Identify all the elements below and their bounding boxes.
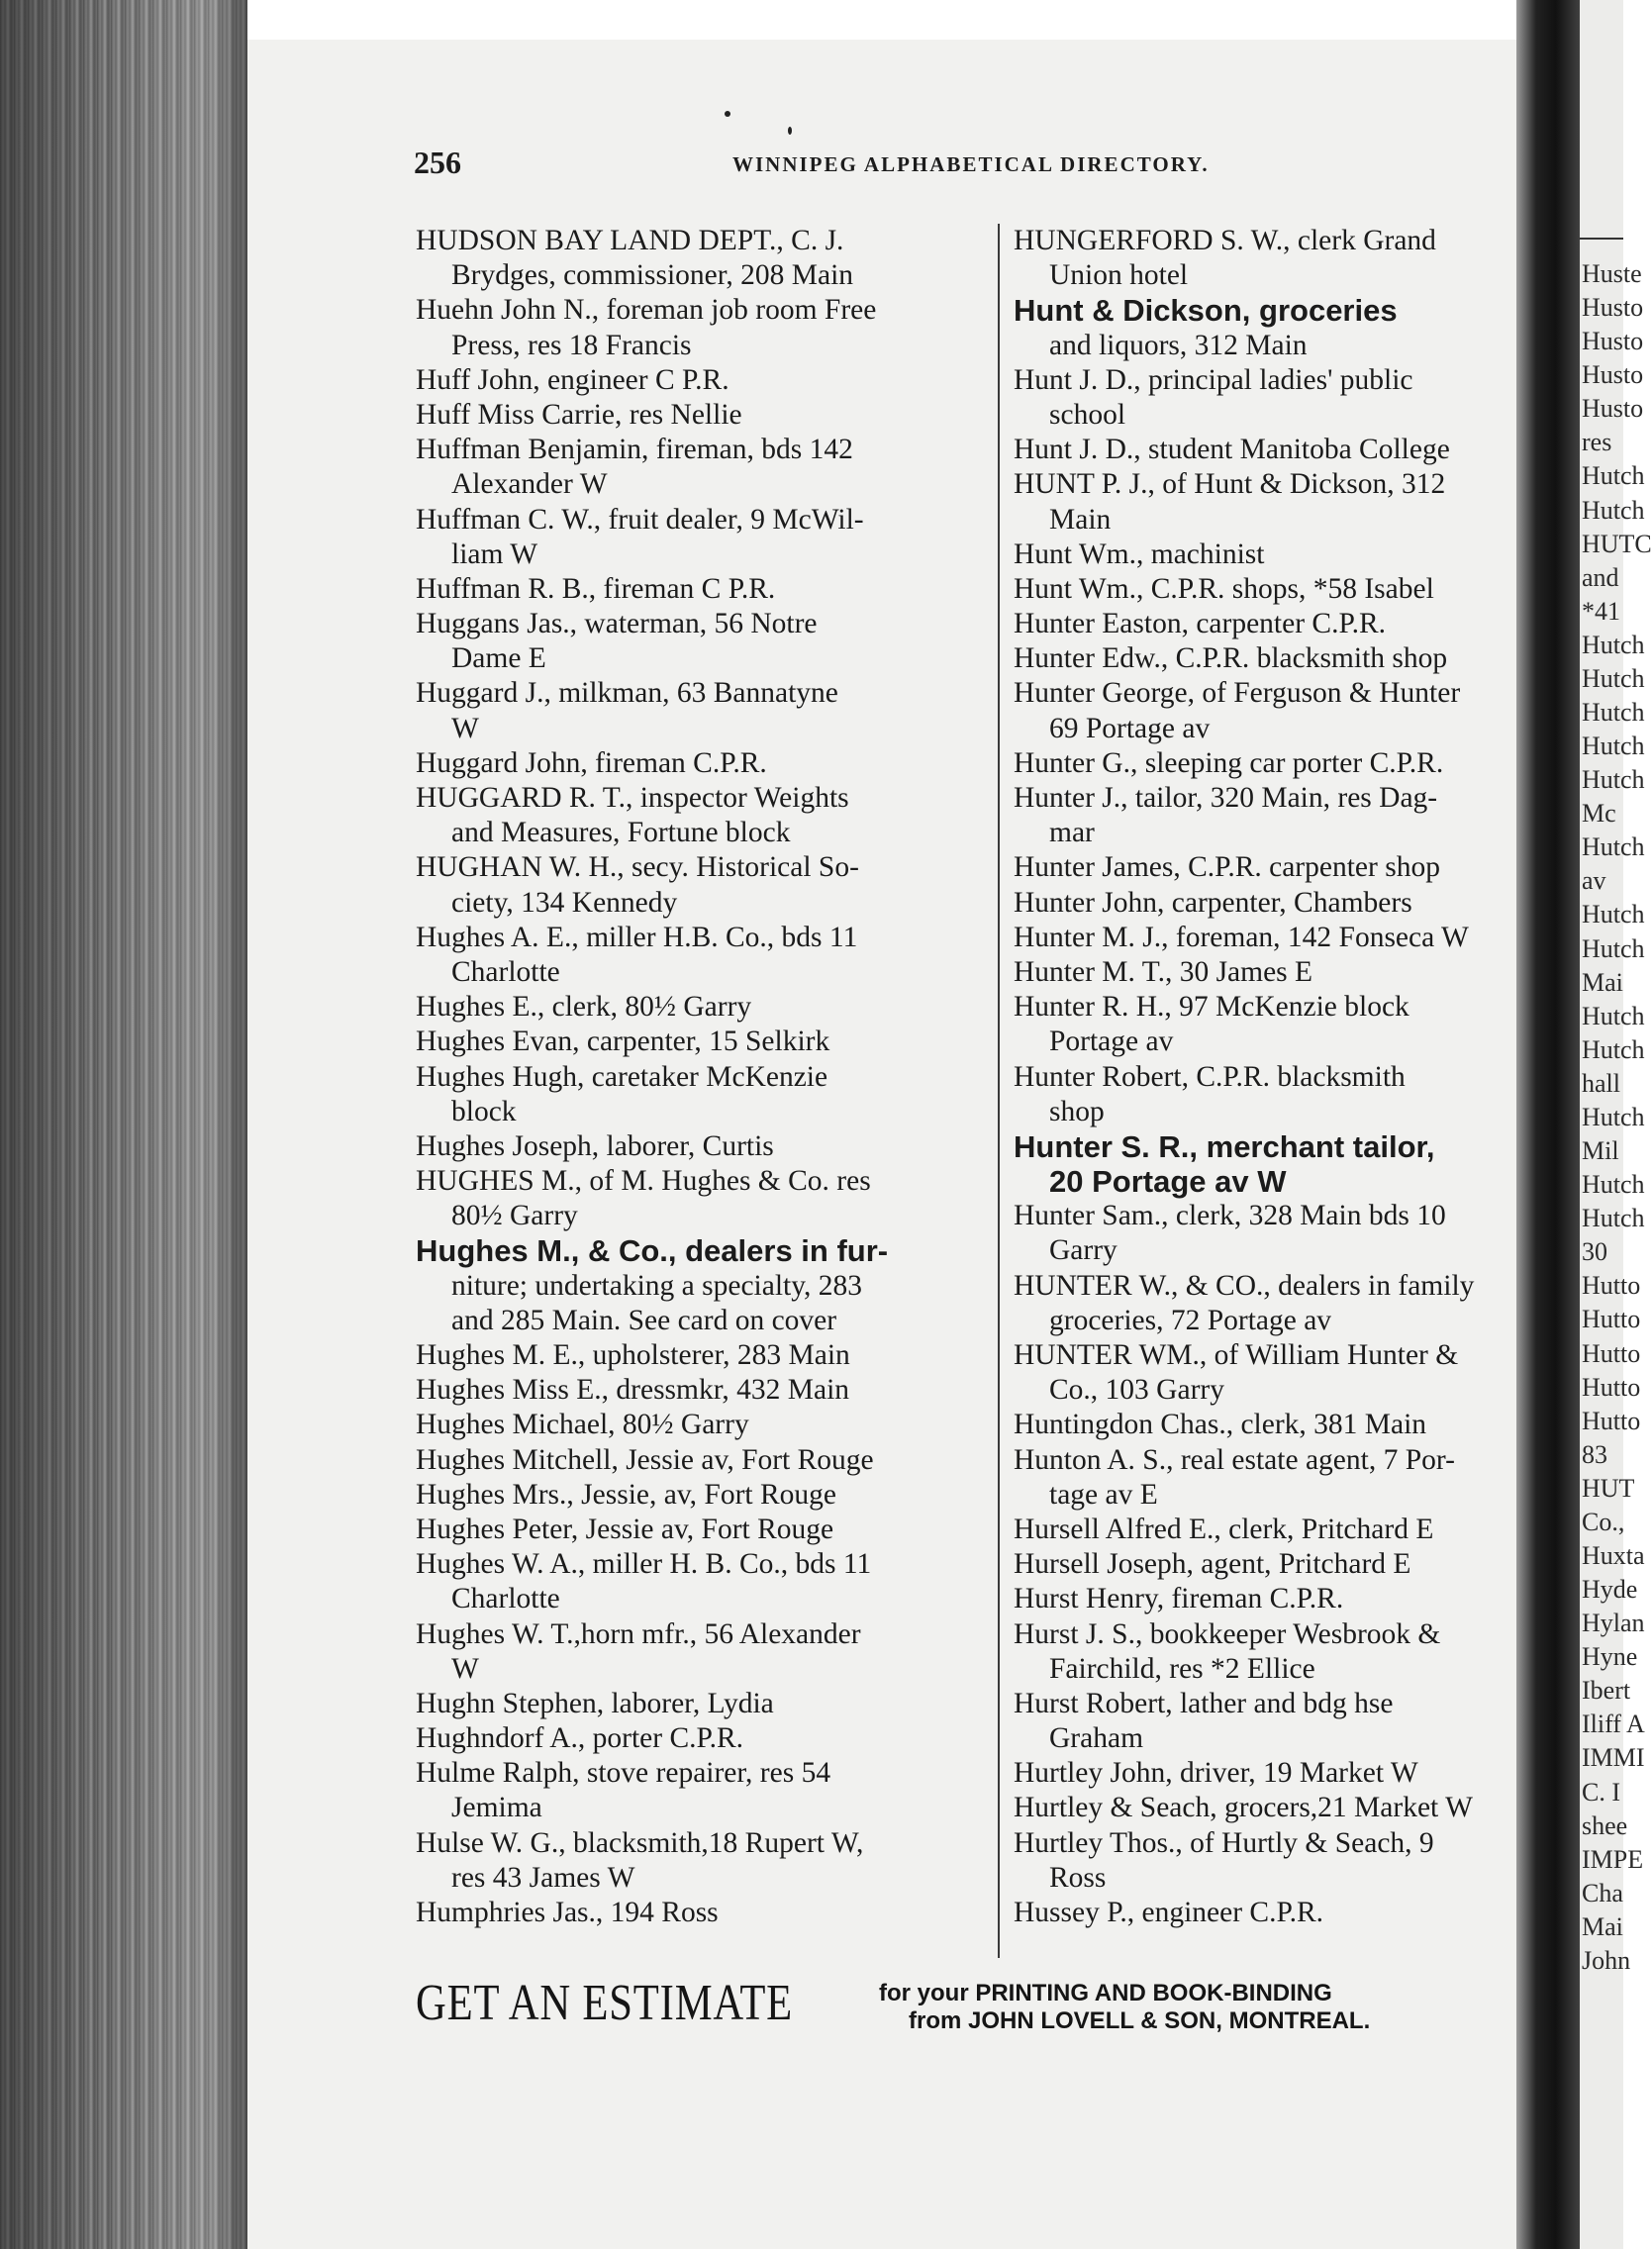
facing-page-text: Hyne	[1582, 1642, 1638, 1672]
facing-page-text: Hutch	[1582, 461, 1645, 491]
directory-entry-line: Garry	[1049, 1234, 1118, 1267]
facing-page-text: Husto	[1582, 360, 1644, 390]
footer-tagline-line-1: for your PRINTING AND BOOK-BINDING	[879, 1980, 1332, 2006]
directory-entry-line: Hurtley Thos., of Hurtly & Seach, 9	[1014, 1826, 1434, 1859]
directory-entry-line: Hughes Hugh, caretaker McKenzie	[416, 1060, 828, 1093]
facing-page-text: Hyde	[1582, 1575, 1638, 1605]
directory-entry-line: Hussey P., engineer C.P.R.	[1014, 1897, 1324, 1928]
facing-page-text: HUT	[1582, 1473, 1635, 1503]
facing-page-text: C. I	[1582, 1777, 1620, 1807]
directory-entry-line: HUDSON BAY LAND DEPT., C. J.	[416, 225, 844, 256]
facing-page-text: IMPE	[1582, 1844, 1644, 1874]
directory-entry-line: Hunter R. H., 97 McKenzie block	[1014, 991, 1409, 1024]
facing-page-text: Mil	[1582, 1136, 1619, 1166]
directory-entry-line: Huffman Benjamin, fireman, bds 142	[416, 434, 853, 466]
facing-page-text: 83	[1582, 1439, 1607, 1469]
facing-page-text: shee	[1582, 1810, 1628, 1840]
directory-entry-line: Hughn Stephen, laborer, Lydia	[416, 1687, 774, 1719]
facing-page-text: Hutch	[1582, 765, 1645, 795]
directory-entry-line: Alexander W	[451, 468, 608, 501]
directory-entry-line: groceries, 72 Portage av	[1049, 1304, 1332, 1336]
directory-entry-line: Hunter Edw., C.P.R. blacksmith shop	[1014, 642, 1448, 675]
directory-entry-line: HUNT P. J., of Hunt & Dickson, 312	[1014, 468, 1446, 501]
directory-entry-line: res 43 James W	[451, 1861, 635, 1894]
directory-entry-line: Hunton A. S., real estate agent, 7 Por-	[1014, 1443, 1455, 1476]
footer-headline: GET AN ESTIMATE	[416, 1975, 794, 2031]
directory-entry-line: Graham	[1049, 1722, 1144, 1755]
facing-page-text: HUTC	[1582, 529, 1652, 558]
directory-entry-line: HUGGARD R. T., inspector Weights	[416, 782, 849, 814]
directory-entry-line: Hughes Joseph, laborer, Curtis	[416, 1129, 774, 1162]
directory-entry-line: Hughes Evan, carpenter, 15 Selkirk	[416, 1026, 830, 1058]
directory-entry-line: niture; undertaking a specialty, 283	[451, 1269, 863, 1302]
directory-entry-line: Press, res 18 Francis	[451, 329, 692, 361]
directory-entry-line: Humphries Jas., 194 Ross	[416, 1897, 719, 1928]
facing-page-text: Cha	[1582, 1878, 1623, 1907]
directory-entry-line: Hunter Sam., clerk, 328 Main bds 10	[1014, 1200, 1446, 1232]
facing-page-text: av	[1582, 866, 1606, 896]
directory-entry-line: and 285 Main. See card on cover	[451, 1304, 837, 1336]
directory-entry-line: Hughes M. E., upholsterer, 283 Main	[416, 1339, 850, 1371]
directory-entry-line: Hunter George, of Ferguson & Hunter	[1014, 677, 1461, 710]
facing-page-rule	[1580, 238, 1623, 240]
directory-entry-line: Hunter G., sleeping car porter C.P.R.	[1014, 746, 1444, 779]
directory-entry-line: Hunt Wm., C.P.R. shops, *58 Isabel	[1014, 572, 1434, 605]
footer-tagline	[879, 1980, 1370, 2035]
page-header	[414, 145, 1512, 184]
directory-entry-line: W	[451, 1652, 479, 1685]
directory-entry-line: Hunter Robert, C.P.R. blacksmith	[1014, 1060, 1406, 1093]
directory-entry-line: Hunter James, C.P.R. carpenter shop	[1014, 851, 1440, 884]
facing-page-text: Hutch	[1582, 900, 1645, 929]
directory-entry-line: HUGHES M., of M. Hughes & Co. res	[416, 1165, 871, 1198]
directory-entry-line: Hughes A. E., miller H.B. Co., bds 11	[416, 921, 858, 953]
directory-entry-line: Hughes Peter, Jessie av, Fort Rouge	[416, 1513, 834, 1545]
directory-entry-line: HUNGERFORD S. W., clerk Grand	[1014, 225, 1436, 256]
footer-advertisement	[416, 1974, 1524, 2043]
facing-page-text: Husto	[1582, 394, 1644, 424]
directory-entry-line: Portage av	[1049, 1026, 1174, 1058]
book-gutter	[1516, 0, 1582, 2249]
directory-entry-line: Hursell Joseph, agent, Pritchard E	[1014, 1548, 1411, 1581]
directory-entry-line: Hughes Mrs., Jessie, av, Fort Rouge	[416, 1478, 836, 1511]
facing-page-text: Iliff A	[1582, 1710, 1645, 1739]
directory-entry-line: Hunter M. J., foreman, 142 Fonseca W	[1014, 921, 1469, 953]
directory-entry-line: Main	[1049, 503, 1112, 536]
directory-entry-line: Co., 103 Garry	[1049, 1374, 1224, 1407]
right-column	[1014, 224, 1528, 1930]
facing-page-text: Hutch	[1582, 495, 1645, 525]
directory-entry-line: Hursell Alfred E., clerk, Pritchard E	[1014, 1513, 1434, 1545]
directory-entry-line: Hunter M. T., 30 James E	[1014, 955, 1313, 988]
directory-entry-line: HUGHAN W. H., secy. Historical So-	[416, 851, 859, 884]
facing-page-text: Hutto	[1582, 1406, 1641, 1435]
facing-page-text: John	[1582, 1945, 1631, 1975]
directory-entry-line: Hunt J. D., student Manitoba College	[1014, 434, 1450, 466]
directory-entry-line: Hunt J. D., principal ladies' public	[1014, 363, 1413, 396]
directory-entry-line: HUNTER WM., of William Hunter &	[1014, 1339, 1459, 1371]
directory-entry-line: ciety, 134 Kennedy	[451, 886, 678, 919]
facing-page-fragment	[1580, 0, 1652, 2249]
directory-entry-line: Huff Miss Carrie, res Nellie	[416, 398, 742, 431]
facing-page-text: hall	[1582, 1068, 1620, 1098]
directory-entry-line: Hughes M., & Co., dealers in fur-	[416, 1233, 889, 1269]
column-divider	[998, 224, 1000, 1958]
ink-speck	[725, 111, 730, 117]
directory-entry-line: Hunter John, carpenter, Chambers	[1014, 886, 1412, 919]
directory-entry-line: Union hotel	[1049, 259, 1189, 292]
facing-page-text: IMMI	[1582, 1743, 1645, 1773]
directory-entry-line: Huehn John N., foreman job room Free	[416, 294, 877, 327]
directory-entry-line: Huffman R. B., fireman C P.R.	[416, 572, 776, 605]
directory-entry-line: Huntingdon Chas., clerk, 381 Main	[1014, 1409, 1427, 1441]
facing-page-text: Hutch	[1582, 630, 1645, 659]
directory-entry-line: HUNTER W., & CO., dealers in family	[1014, 1269, 1475, 1302]
facing-page-text: Hutch	[1582, 1170, 1645, 1200]
facing-page-text: res	[1582, 428, 1612, 457]
directory-entry-line: tage av E	[1049, 1478, 1158, 1511]
directory-entry-line: Huff John, engineer C P.R.	[416, 363, 729, 396]
facing-page-text: Hylan	[1582, 1609, 1645, 1638]
footer-tagline-line-2: from JOHN LOVELL & SON, MONTREAL.	[909, 2007, 1371, 2034]
directory-entry-line: and Measures, Fortune block	[451, 817, 791, 849]
directory-entry-line: Hughes Miss E., dressmkr, 432 Main	[416, 1374, 850, 1407]
directory-entry-line: Hunt Wm., machinist	[1014, 538, 1265, 570]
ink-speck	[788, 127, 792, 135]
directory-entry-line: Charlotte	[451, 1583, 560, 1615]
facing-page-text: Huste	[1582, 259, 1642, 288]
directory-entry-line: Hunter Easton, carpenter C.P.R.	[1014, 608, 1387, 640]
directory-entry-line: Huggans Jas., waterman, 56 Notre	[416, 608, 818, 640]
directory-entry-line: Huggard John, fireman C.P.R.	[416, 746, 767, 779]
facing-page-text: Hutto	[1582, 1338, 1641, 1368]
facing-page-text: and	[1582, 562, 1619, 592]
directory-entry-line: school	[1049, 398, 1126, 431]
directory-entry-line: Dame E	[451, 642, 546, 675]
directory-entry-line: Hughndorf A., porter C.P.R.	[416, 1722, 744, 1755]
facing-page-text: Hutch	[1582, 832, 1645, 862]
facing-page-text: Hutch	[1582, 1204, 1645, 1233]
directory-entry-line: Hulme Ralph, stove repairer, res 54	[416, 1757, 831, 1790]
directory-entry-line: Jemima	[451, 1792, 542, 1824]
directory-entry-line: 69 Portage av	[1049, 712, 1211, 744]
facing-page-text: Hutch	[1582, 732, 1645, 761]
facing-page-text: Hutto	[1582, 1271, 1641, 1301]
facing-page-text: Hutto	[1582, 1305, 1641, 1334]
directory-entry-line: Hunter S. R., merchant tailor,	[1014, 1128, 1435, 1164]
facing-page-text: Mai	[1582, 967, 1623, 997]
facing-page-text: Husto	[1582, 293, 1644, 323]
facing-page-text: Hutto	[1582, 1372, 1641, 1402]
directory-entry-line: mar	[1049, 817, 1095, 849]
directory-entry-line: Ross	[1049, 1861, 1107, 1894]
facing-page-text: Hutch	[1582, 933, 1645, 963]
facing-page-text: 30	[1582, 1237, 1607, 1267]
facing-page-text: Ibert	[1582, 1676, 1631, 1706]
directory-entry-line: Hurst Robert, lather and bdg hse	[1014, 1687, 1394, 1719]
directory-entry-line: Hulse W. G., blacksmith,18 Rupert W,	[416, 1826, 864, 1859]
facing-page-text: Hutch	[1582, 1001, 1645, 1030]
directory-entry-line: 20 Portage av W	[1049, 1164, 1287, 1200]
directory-entry-line: Hurtley & Seach, grocers,21 Market W	[1014, 1792, 1473, 1824]
directory-entry-line: block	[451, 1095, 517, 1127]
directory-entry-line: W	[451, 712, 479, 744]
facing-page-text: Mai	[1582, 1911, 1623, 1941]
directory-entry-line: Huggard J., milkman, 63 Bannatyne	[416, 677, 838, 710]
page-number: 256	[414, 145, 461, 180]
directory-entry-line: Hurst J. S., bookkeeper Wesbrook &	[1014, 1617, 1441, 1650]
directory-entry-line: liam W	[451, 538, 538, 570]
directory-entry-line: Hughes Michael, 80½ Garry	[416, 1409, 749, 1441]
facing-page-text: Co.,	[1582, 1507, 1625, 1536]
left-column	[416, 224, 980, 1930]
directory-entry-line: Hurtley John, driver, 19 Market W	[1014, 1757, 1418, 1790]
facing-page-text: Husto	[1582, 327, 1644, 356]
directory-entry-line: Fairchild, res *2 Ellice	[1049, 1652, 1315, 1685]
facing-page-text: Hutch	[1582, 698, 1645, 728]
directory-entry-line: Hughes W. T.,horn mfr., 56 Alexander	[416, 1617, 861, 1650]
directory-entry-line: Charlotte	[451, 955, 560, 988]
directory-entry-line: Hunter J., tailor, 320 Main, res Dag-	[1014, 782, 1438, 814]
facing-page-text: *41	[1582, 596, 1620, 626]
facing-page-text: Hutch	[1582, 1102, 1645, 1131]
page-edges-shading	[0, 0, 247, 2249]
directory-entry-line: shop	[1049, 1095, 1105, 1127]
facing-page-text: Hutch	[1582, 1034, 1645, 1064]
directory-entry-line: Huffman C. W., fruit dealer, 9 McWil-	[416, 503, 864, 536]
directory-entry-line: Brydges, commissioner, 208 Main	[451, 259, 854, 292]
facing-page-text: Huxta	[1582, 1540, 1645, 1570]
directory-entry-line: Hughes E., clerk, 80½ Garry	[416, 991, 752, 1024]
running-title: WINNIPEG ALPHABETICAL DIRECTORY.	[732, 152, 1210, 176]
directory-entry-line: Hughes Mitchell, Jessie av, Fort Rouge	[416, 1443, 874, 1476]
directory-entry-line: Hurst Henry, fireman C.P.R.	[1014, 1583, 1344, 1615]
facing-page-text: Mc	[1582, 799, 1616, 829]
directory-entry-line: and liquors, 312 Main	[1049, 329, 1308, 361]
directory-entry-line: 80½ Garry	[451, 1200, 578, 1232]
directory-entry-line: Hughes W. A., miller H. B. Co., bds 11	[416, 1548, 872, 1581]
facing-page-text: Hutch	[1582, 663, 1645, 693]
directory-entry-line: Hunt & Dickson, groceries	[1014, 293, 1398, 329]
